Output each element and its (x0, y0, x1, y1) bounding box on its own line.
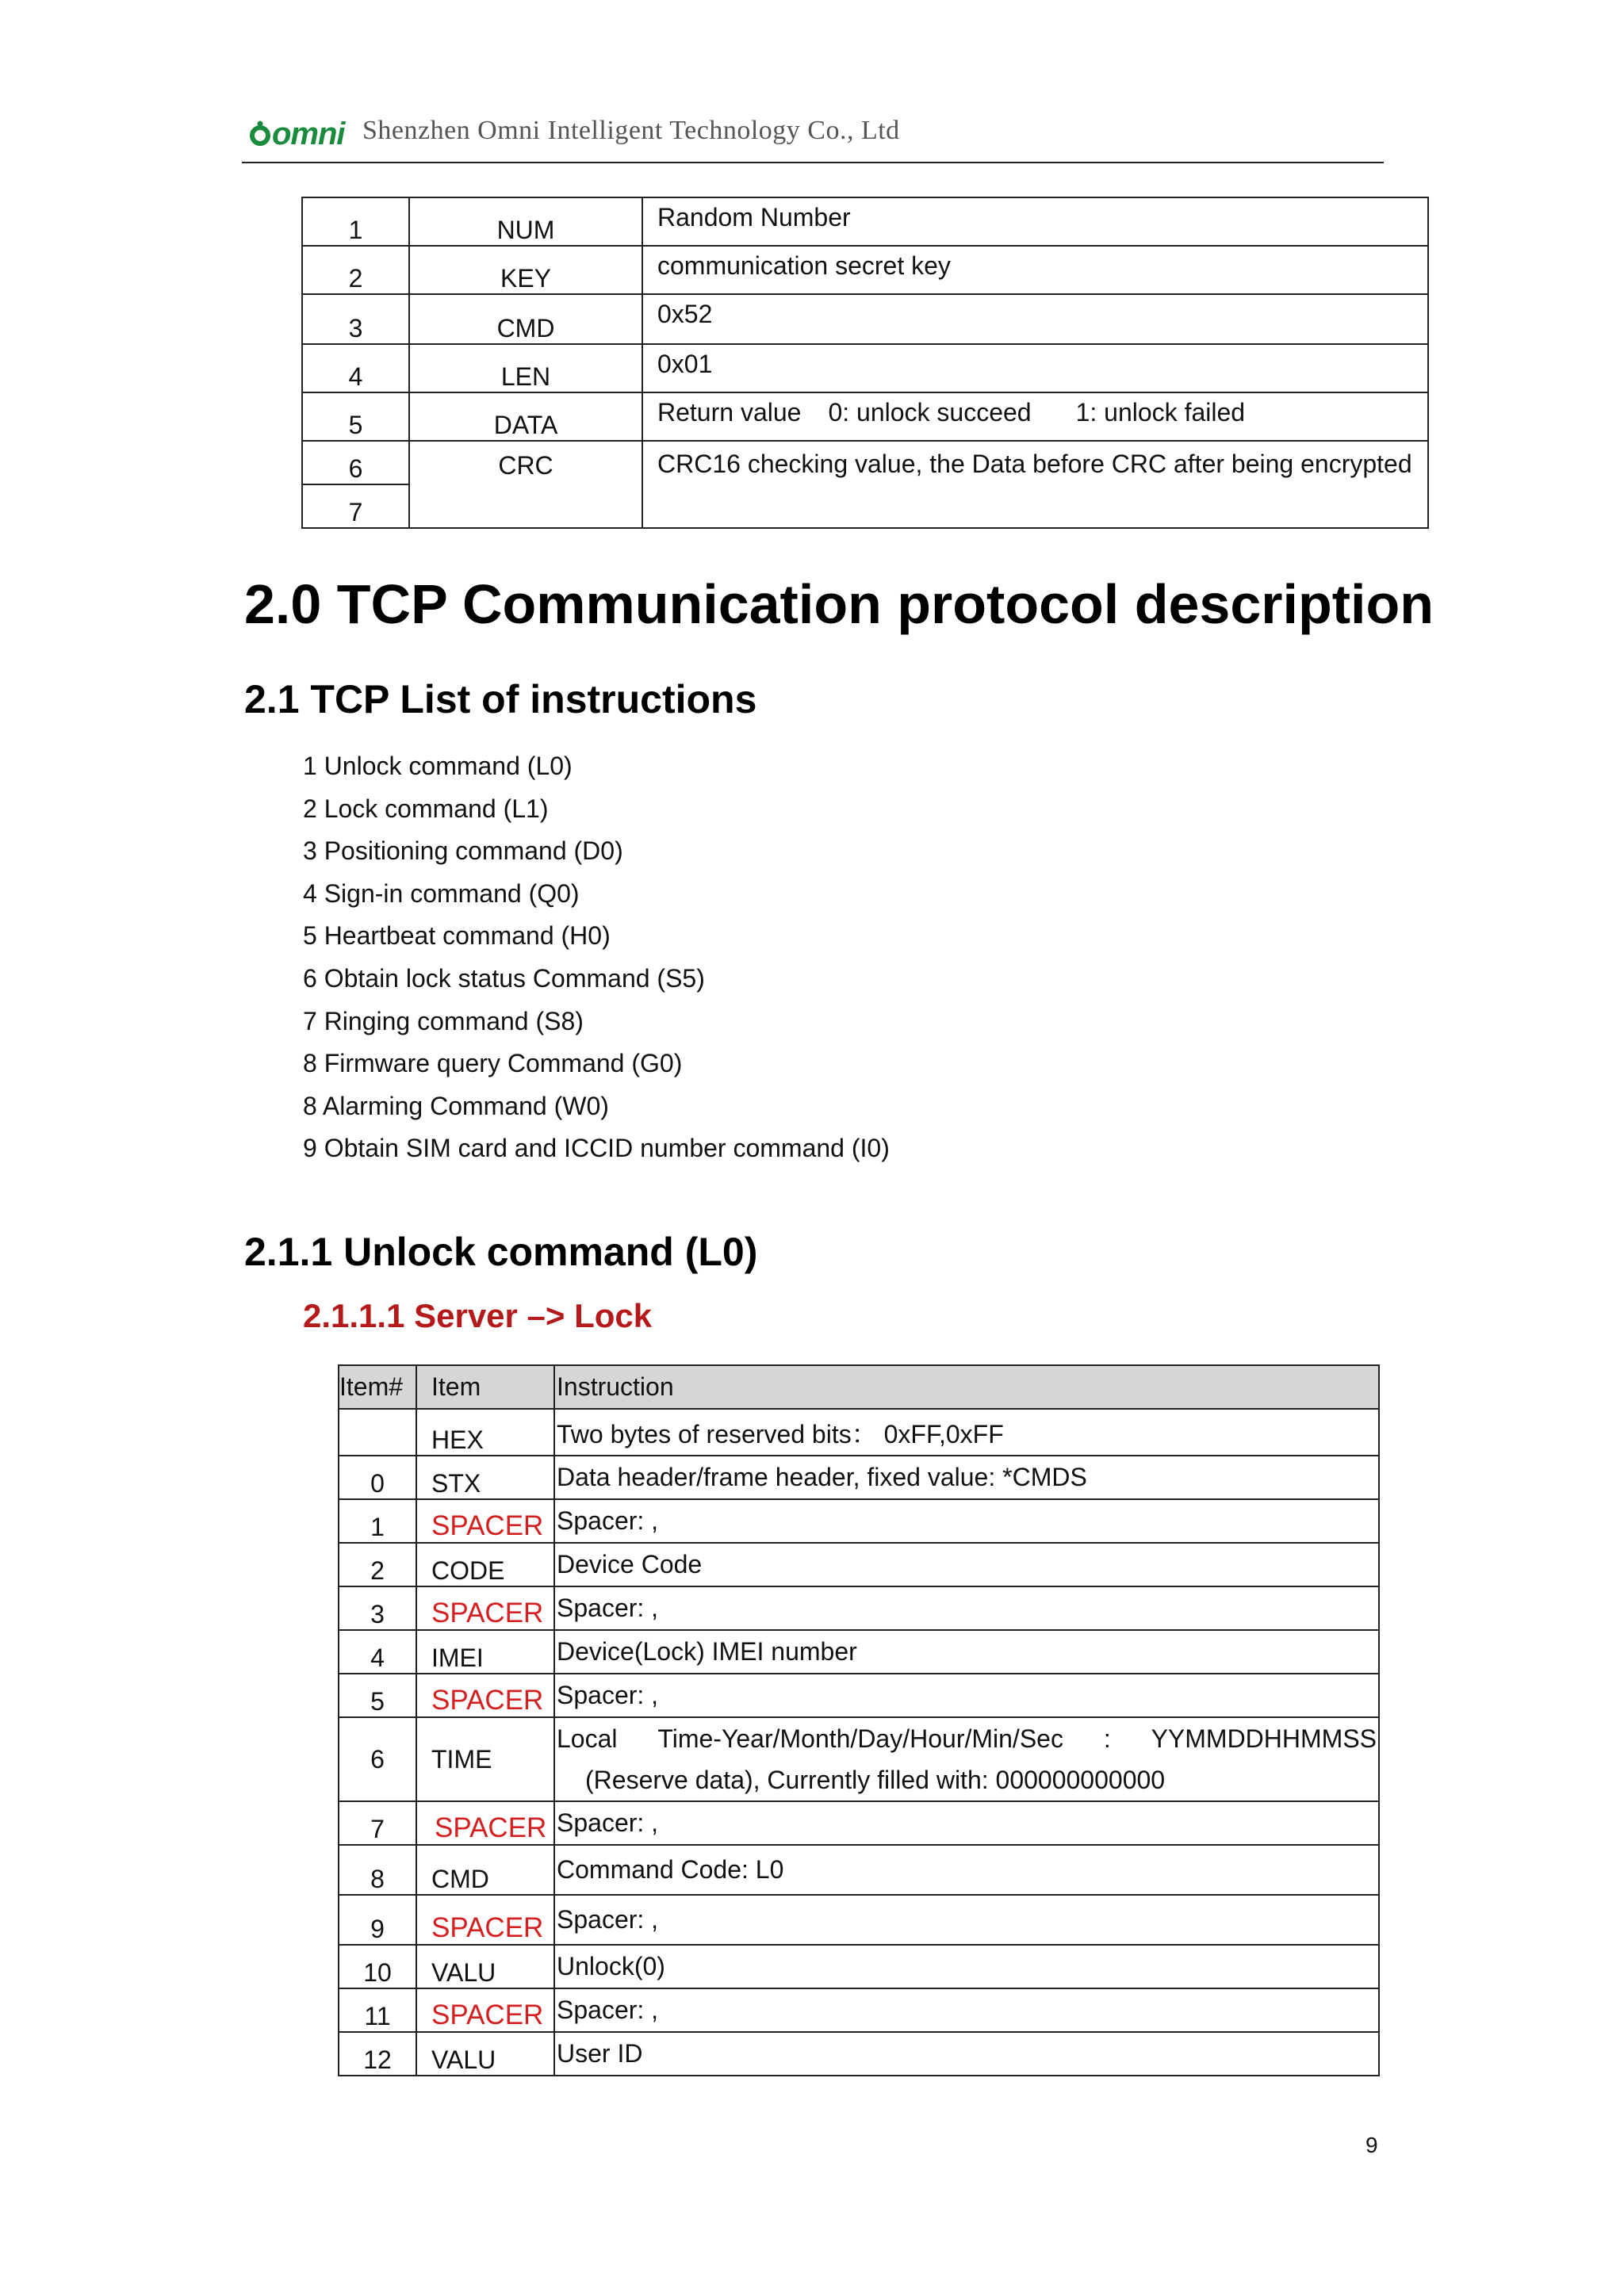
item-name: STX (416, 1456, 554, 1499)
list-item: 8 Alarming Command (W0) (303, 1091, 609, 1120)
row-number: 5 (302, 392, 409, 441)
item-instruction: Unlock(0) (554, 1945, 1379, 1988)
table-row (339, 1801, 1379, 1845)
section-title: 2.0 TCP Communication protocol description (244, 573, 1434, 635)
omni-logo (250, 116, 345, 152)
item-number (339, 1409, 416, 1456)
item-name: SPACER (416, 1674, 554, 1717)
item-name: VALU (416, 1945, 554, 1988)
direction-heading: 2.1.1.1 Server –> Lock (303, 1297, 653, 1334)
item-name: HEX (416, 1409, 554, 1456)
company-name: Shenzhen Omni Intelligent Technology Co., Ltd (362, 116, 900, 145)
field-name: LEN (409, 344, 642, 392)
item-number: 6 (339, 1717, 416, 1801)
item-name: SPACER (416, 1586, 554, 1630)
list-item: 4 Sign-in command (Q0) (303, 878, 580, 908)
response-table (301, 197, 1429, 529)
item-name: CMD (416, 1845, 554, 1895)
table-row (339, 1845, 1379, 1895)
item-number: 12 (339, 2032, 416, 2076)
list-item: 2 Lock command (L1) (303, 794, 549, 823)
list-item: 7 Ringing command (S8) (303, 1006, 584, 1035)
item-name: SPACER (416, 1895, 554, 1945)
logo-icon (250, 121, 270, 147)
time-format-value: YYMMDDHHMMSS (1151, 1724, 1377, 1753)
table-row (302, 392, 1428, 441)
field-description (642, 392, 1428, 441)
field-description: communication secret key (642, 246, 1428, 294)
table-row (339, 1499, 1379, 1543)
field-description: 0x52 (642, 294, 1428, 344)
item-instruction: Spacer: , (554, 1674, 1379, 1717)
row-number: 1 (302, 197, 409, 246)
item-instruction: Command Code: L0 (554, 1845, 1379, 1895)
field-description: CRC16 checking value, the Data before CRC after being encrypted (642, 441, 1428, 528)
time-local-label: Local (557, 1724, 618, 1753)
return-value-label: Return value (657, 398, 802, 427)
field-description: Random Number (642, 197, 1428, 246)
table-row (339, 1945, 1379, 1988)
logo-text: omni (272, 116, 345, 151)
item-number: 7 (339, 1801, 416, 1845)
time-colon: : (1103, 1724, 1111, 1753)
item-number: 4 (339, 1630, 416, 1674)
table-row (339, 1988, 1379, 2032)
time-reserve-note: (Reserve data), Currently filled with: 000000000000 (585, 1766, 1166, 1794)
item-instruction: Spacer: , (554, 1801, 1379, 1845)
field-name: CMD (409, 294, 642, 344)
item-name: IMEI (416, 1630, 554, 1674)
item-name: SPACER (416, 1801, 554, 1845)
item-name: TIME (416, 1717, 554, 1801)
table-header-row (339, 1365, 1379, 1409)
item-instruction: Spacer: , (554, 1499, 1379, 1543)
item-instruction: Spacer: , (554, 1586, 1379, 1630)
unlock-succeed-value: 0: unlock succeed (828, 398, 1032, 427)
item-number: 9 (339, 1895, 416, 1945)
section-subtitle: 2.1 TCP List of instructions (244, 677, 757, 721)
item-number: 3 (339, 1586, 416, 1630)
item-number: 0 (339, 1456, 416, 1499)
header-item: Item (416, 1365, 554, 1409)
list-item: 1 Unlock command (L0) (303, 752, 573, 780)
item-instruction: Data header/frame header, fixed value: *CMDS (554, 1456, 1379, 1499)
row-number: 3 (302, 294, 409, 344)
list-item: 9 Obtain SIM card and ICCID number command (I0) (303, 1134, 890, 1163)
row-number: 2 (302, 246, 409, 294)
table-row (339, 1543, 1379, 1586)
field-name: DATA (409, 392, 642, 441)
unlock-command-table (338, 1364, 1380, 2076)
table-row (339, 1717, 1379, 1801)
header-instruction: Instruction (554, 1365, 1379, 1409)
list-item: 8 Firmware query Command (G0) (303, 1049, 683, 1078)
item-instruction: Device(Lock) IMEI number (554, 1630, 1379, 1674)
header-item-number: Item# (339, 1365, 416, 1409)
time-format-label: Time-Year/Month/Day/Hour/Min/Sec (657, 1724, 1063, 1753)
item-number: 11 (339, 1988, 416, 2032)
item-instruction: Spacer: , (554, 1988, 1379, 2032)
table-row (339, 1456, 1379, 1499)
table-row (339, 1674, 1379, 1717)
page-number: 9 (1365, 2133, 1378, 2157)
item-number: 8 (339, 1845, 416, 1895)
field-name: KEY (409, 246, 642, 294)
item-name: CODE (416, 1543, 554, 1586)
row-number: 7 (302, 484, 409, 528)
page-header (242, 111, 1384, 163)
list-item: 6 Obtain lock status Command (S5) (303, 963, 705, 993)
item-name: VALU (416, 2032, 554, 2076)
unlock-failed-value: 1: unlock failed (1075, 398, 1246, 427)
item-number: 1 (339, 1499, 416, 1543)
item-number: 10 (339, 1945, 416, 1988)
table-row (339, 1630, 1379, 1674)
row-number: 4 (302, 344, 409, 392)
table-row (339, 1409, 1379, 1456)
table-row (339, 2032, 1379, 2076)
list-item: 5 Heartbeat command (H0) (303, 921, 611, 951)
item-instruction: Spacer: , (554, 1895, 1379, 1945)
table-row (302, 246, 1428, 294)
item-number: 2 (339, 1543, 416, 1586)
item-instruction: Device Code (554, 1543, 1379, 1586)
item-instruction: Two bytes of reserved bits： 0xFF,0xFF (554, 1409, 1379, 1456)
table-row (302, 344, 1428, 392)
table-row (302, 294, 1428, 344)
item-instruction (554, 1717, 1379, 1801)
item-instruction: User ID (554, 2032, 1379, 2076)
item-name: SPACER (416, 1988, 554, 2032)
item-number: 5 (339, 1674, 416, 1717)
list-item: 3 Positioning command (D0) (303, 836, 623, 866)
table-row (339, 1586, 1379, 1630)
unlock-command-heading: 2.1.1 Unlock command (L0) (244, 1230, 758, 1274)
field-name: NUM (409, 197, 642, 246)
field-name: CRC (409, 441, 642, 528)
field-description: 0x01 (642, 344, 1428, 392)
table-row (302, 197, 1428, 246)
table-row (339, 1895, 1379, 1945)
table-row (302, 441, 1428, 484)
row-number: 6 (302, 441, 409, 484)
instruction-list (303, 745, 890, 1170)
item-name: SPACER (416, 1499, 554, 1543)
